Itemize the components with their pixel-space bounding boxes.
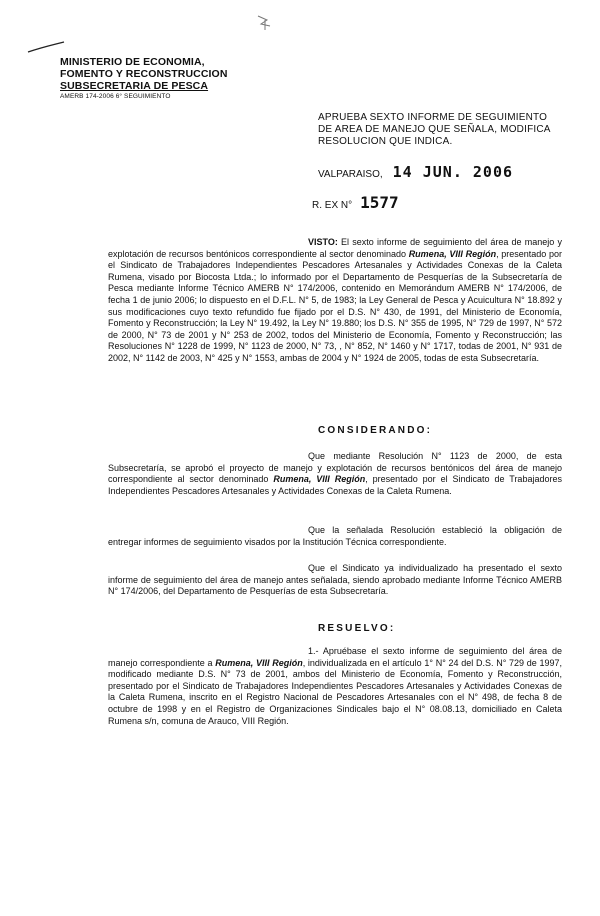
resuelvo-1-rest: , individualizada en el artículo 1° N° 24 del D.S. N° 729 de 1997, modificado mediante D.S. N° 73 de 2001, ambos del Ministerio de Economía, Fomento y Reconstrucción, presentado por el Sindicato de Trabajadores Independientes Pescadores Artesanales y Actividades Conexas de la Caleta Rumena, inscrito en el Registro Nacional de Pescadores Artesanales con el N° 498, de fecha 8 de octubre de 1998 y en el Registro de Organizaciones Sindicales bajo el N° 08.08.13, domiciliado en Caleta Rumena s/n, comuna de Arauco, VIII Región. [108,657,562,726]
visto-paragraph [108,237,562,365]
considerando-heading: CONSIDERANDO: [318,425,433,436]
city: VALPARAISO, [318,169,383,180]
considerando-paragraph-2 [108,525,562,548]
resuelvo-1-text: Apruébase el sexto informe de seguimiento del área de manejo correspondiente a [108,646,562,668]
handwritten-mark-top [255,12,277,34]
title-line-1: APRUEBA SEXTO INFORME DE SEGUIMIENTO [318,112,548,123]
considerando-1-sector: Rumena, VIII Región [273,474,366,485]
resuelvo-1-number: 1.- [308,646,319,656]
place-date [318,163,513,181]
resuelvo-1-sector: Rumena, VIII Región [215,657,303,668]
visto-text-rest: , presentado por el Sindicato de Trabajadores Independientes Pescadores Artesanales y Actividades Conexas de la Caleta Rumena, visado por Biocosta Ltda.; lo informado por el Departamento de Pesquerías de la Subsecretaría de Pesca mediante Informe Técnico AMERB N° 174/2006, contenido en Memorándum AMERB N° 174/2006, de fecha 1 de junio 2006; lo dispuesto en el D.F.L. N° 5, de 1983; la Ley General de Pesca y Acuicultura N° 18.892 y sus modificaciones cuyo texto refundido fue fijado por el D.S. N° 430, de 1991, del Ministerio de Economía, Fomento y Reconstrucción; la Ley N° 19.492, la Ley N° 19.880; los D.S. N° 355 de 1995, N° 729 de 1997, N° 572 de 2000, N° 73 de 2001 y N° 253 de 2002, todos del Ministerio de Economía, Fomento y Reconstrucción; las Resoluciones N° 1228 de 1999, N° 1123 de 2000, N° 73, , N° 852, N° 1460 y N° 1717, todas de 2001, N° 931 de 2002, N° 1142 de 2003, N° 425 y N° 1553, ambas de 2004 y N° 1924 de 2005, todas de esta Subsecretaría. [108,248,562,363]
ministry-header [60,56,228,101]
considerando-1-text: Que mediante Resolución N° 1123 de 2000, de esta Subsecretaría, se aprobó el proyecto de manejo y explotación de recursos bentónicos del área de manejo correspondiente al sector denominado [108,451,562,485]
date-stamp: 14 JUN. 2006 [392,163,514,181]
considerando-1-rest: , presentado por el Sindicato de Trabajadores Independientes Pescadores Artesanales y Actividades Conexas de la Caleta Rumena. [108,474,562,496]
visto-text: El sexto informe de seguimiento del área de manejo y explotación de recursos bentónicos correspondiente al sector denominado [108,237,562,259]
ministry-reference: AMERB 174-2006 6° SEGUIMIENTO [60,93,171,100]
considerando-3-text: Que el Sindicato ya individualizado ha presentado el sexto informe de seguimiento del área de manejo antes señalada, siendo aprobado mediante Informe Técnico AMERB N° 174/2006, del Departamento de Pesquerías de esta Subsecretaría. [108,563,562,597]
resolution-number [312,193,399,212]
handwritten-mark-left [26,40,66,56]
document-title [318,112,568,148]
title-line-2: DE AREA DE MANEJO QUE SEÑALA, MODIFICA [318,124,551,135]
considerando-2-text: Que la señalada Resolución estableció la obligación de entregar informes de seguimiento visados por la Institución Técnica correspondiente. [108,525,562,547]
considerando-paragraph-1 [108,451,562,497]
resolution-value: 1577 [360,193,399,212]
ministry-line-2: FOMENTO Y RECONSTRUCCION [60,68,228,80]
visto-lead: VISTO: [308,237,338,247]
visto-sector: Rumena, VIII Región [408,248,497,259]
resuelvo-heading: RESUELVO: [318,623,396,634]
considerando-paragraph-3 [108,563,562,598]
resolution-label: R. EX N° [312,200,353,211]
ministry-line-1: MINISTERIO DE ECONOMIA, [60,56,205,68]
title-line-3: RESOLUCION QUE INDICA. [318,136,453,147]
resuelvo-paragraph-1 [108,646,562,727]
ministry-line-3: SUBSECRETARIA DE PESCA [60,80,209,92]
